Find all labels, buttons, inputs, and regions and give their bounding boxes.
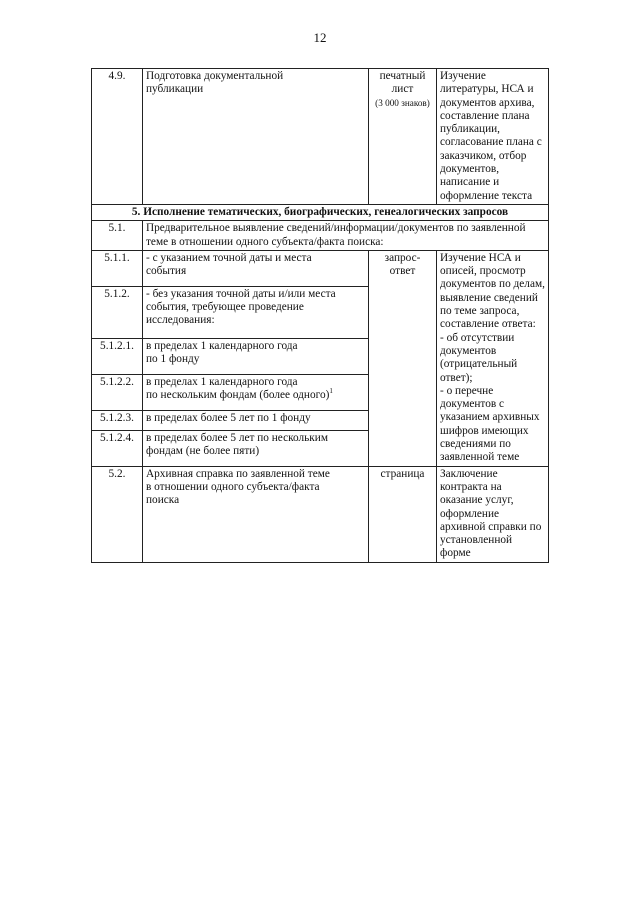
name-5-1-1: - с указанием точной даты и места события: [143, 250, 369, 286]
unit-4-9-sub: (3 000 знаков): [375, 97, 430, 108]
row-5-2: [92, 466, 549, 562]
content-5-1-1: Изучение НСА и описей, просмотр документов по делам, выявление сведений по теме запроса, составление ответа: - об отсутствии документов (отрицательный ответ); - о перечне документов с указанием архивных шифров имеющих сведениями по заявленной теме: [437, 250, 549, 466]
footnote-marker: 1: [329, 387, 333, 396]
content-4-9: Изучение литературы, НСА и документов архива, составление плана публикации, согласование плана с заказчиком, отбор документов, написание и оформление текста: [437, 69, 549, 205]
unit-4-9-main: печатный лист: [379, 70, 426, 96]
section-5-row: [92, 204, 549, 220]
num-5-1-2-2: 5.1.2.2.: [92, 374, 143, 410]
num-5-1-2-1: 5.1.2.1.: [92, 338, 143, 374]
num-5-1-2: 5.1.2.: [92, 286, 143, 338]
page-number: 12: [313, 30, 327, 45]
name-5-1-2-3: в пределах более 5 лет по 1 фонду: [143, 410, 369, 430]
unit-4-9: [369, 69, 437, 205]
name-5-1-2-1: в пределах 1 календарного года по 1 фонду: [143, 338, 369, 374]
name-5-2: Архивная справка по заявленной теме в отношении одного субъекта/факта поиска: [143, 466, 369, 562]
unit-5-1-1: запрос- ответ: [369, 250, 437, 466]
name-5-1-2: - без указания точной даты и/или места события, требующее проведение исследования:: [143, 286, 369, 338]
num-5-1-2-3: 5.1.2.3.: [92, 410, 143, 430]
name-5-1-2-4: в пределах более 5 лет по нескольким фондам (не более пяти): [143, 430, 369, 466]
num-5-1: 5.1.: [92, 221, 143, 251]
name-5-1-2-2: [143, 374, 369, 410]
name-4-9: Подготовка документальной публикации: [143, 69, 369, 205]
num-5-1-1: 5.1.1.: [92, 250, 143, 286]
row-5-1-1: [92, 250, 549, 286]
name-5-1-2-2-text: в пределах 1 календарного года по нескольким фондам (более одного): [146, 375, 330, 402]
service-table: [91, 68, 549, 563]
section-5-title: 5. Исполнение тематических, биографических, генеалогических запросов: [92, 204, 549, 220]
row-4-9: [92, 69, 549, 205]
name-5-1: Предварительное выявление сведений/информации/документов по заявленной теме в отношении одного субъекта/факта поиска:: [143, 221, 549, 251]
num-4-9: 4.9.: [92, 69, 143, 205]
unit-5-2: страница: [369, 466, 437, 562]
num-5-1-2-4: 5.1.2.4.: [92, 430, 143, 466]
row-5-1: [92, 221, 549, 251]
num-5-2: 5.2.: [92, 466, 143, 562]
content-5-2: Заключение контракта на оказание услуг, оформление архивной справки по установленной форме: [437, 466, 549, 562]
